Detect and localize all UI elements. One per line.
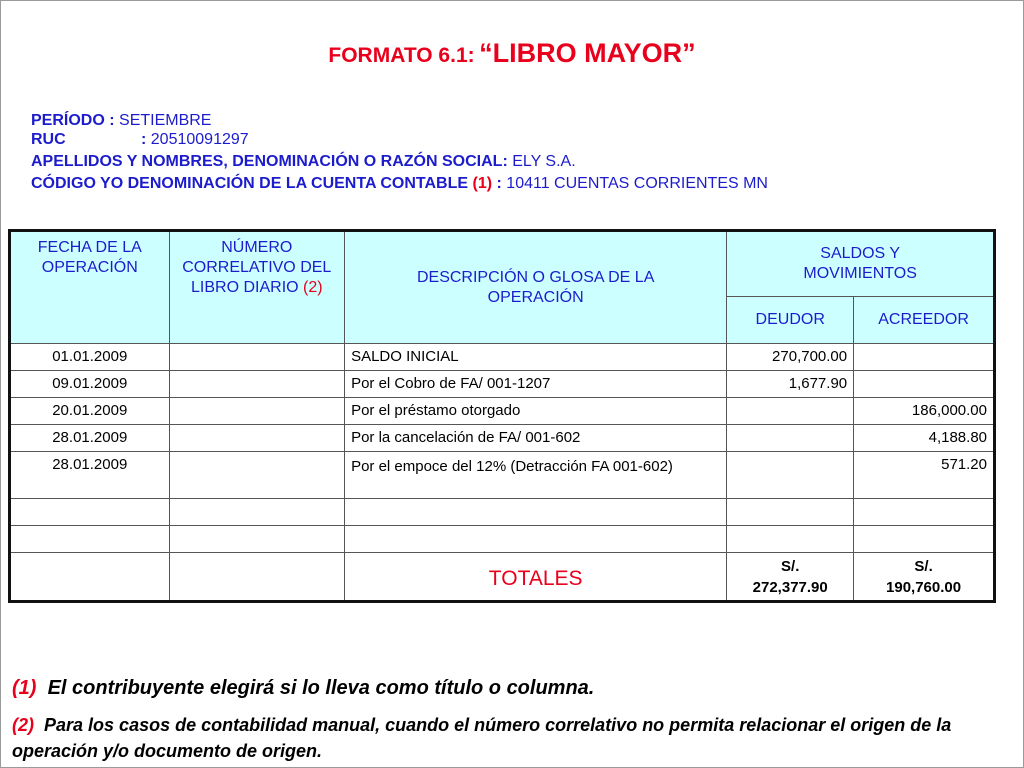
totals-label: TOTALES <box>345 553 727 602</box>
periodo-label: PERÍODO : <box>31 112 115 129</box>
meta-ruc <box>31 131 249 149</box>
footnote-1-ref: (1) <box>12 677 37 699</box>
cell-fecha: 28.01.2009 <box>10 425 170 452</box>
cell-acreedor: 186,000.00 <box>854 398 995 425</box>
footnote-1-text: El contribuyente elegirá si lo lleva como título o columna. <box>47 677 595 699</box>
cell-empty <box>854 526 995 553</box>
cell-acreedor: 4,188.80 <box>854 425 995 452</box>
page-title <box>0 38 1024 69</box>
ruc-value: 20510091297 <box>150 131 249 148</box>
cell-fecha: 20.01.2009 <box>10 398 170 425</box>
cell-acreedor <box>854 371 995 398</box>
cell-numero <box>169 425 345 452</box>
cell-empty <box>169 553 345 602</box>
totals-row <box>10 553 995 602</box>
cuenta-ref: (1) <box>472 175 493 192</box>
total-deudor-value: 272,377.90 <box>752 578 828 596</box>
total-deudor-currency: S/. <box>781 557 800 575</box>
cuenta-colon: : <box>496 175 502 192</box>
table-row <box>10 452 995 499</box>
footnote-2 <box>12 712 1012 764</box>
table-row-empty <box>10 499 995 526</box>
meta-periodo <box>31 112 211 130</box>
cell-empty <box>169 499 345 526</box>
cell-empty <box>10 526 170 553</box>
meta-razon <box>31 153 576 171</box>
table-row-empty <box>10 526 995 553</box>
cell-empty <box>854 499 995 526</box>
cell-deudor <box>727 425 854 452</box>
periodo-value: SETIEMBRE <box>119 112 212 129</box>
header-numero-ref: (2) <box>303 279 323 296</box>
ledger-table <box>8 229 996 603</box>
table-row <box>10 425 995 452</box>
cell-deudor: 270,700.00 <box>727 344 854 371</box>
cell-empty <box>727 526 854 553</box>
cell-descripcion: Por el empoce del 12% (Detracción FA 001-602) <box>345 452 727 499</box>
cell-deudor <box>727 452 854 499</box>
table-row <box>10 371 995 398</box>
header-acreedor: ACREEDOR <box>854 297 995 344</box>
header-numero <box>169 231 345 344</box>
table-row <box>10 398 995 425</box>
cell-empty <box>345 499 727 526</box>
cell-descripcion: Por el préstamo otorgado <box>345 398 727 425</box>
cell-numero <box>169 452 345 499</box>
meta-cuenta <box>31 175 768 193</box>
header-descripcion: DESCRIPCIÓN O GLOSA DE LA OPERACIÓN <box>345 231 727 344</box>
total-deudor <box>727 553 854 602</box>
cell-deudor <box>727 398 854 425</box>
total-acreedor <box>854 553 995 602</box>
cell-descripcion: Por el Cobro de FA/ 001-1207 <box>345 371 727 398</box>
cell-numero <box>169 344 345 371</box>
title-main: “LIBRO MAYOR” <box>479 38 696 68</box>
cell-descripcion: SALDO INICIAL <box>345 344 727 371</box>
razon-value: ELY S.A. <box>512 153 576 170</box>
razon-label: APELLIDOS Y NOMBRES, DENOMINACIÓN O RAZÓN SOCIAL: <box>31 153 508 170</box>
cell-empty <box>10 553 170 602</box>
cell-empty <box>10 499 170 526</box>
ruc-label: RUC <box>31 131 66 148</box>
header-fecha: FECHA DE LA OPERACIÓN <box>10 231 170 344</box>
cuenta-label: CÓDIGO YO DENOMINACIÓN DE LA CUENTA CONTABLE <box>31 175 469 192</box>
cell-acreedor: 571.20 <box>854 452 995 499</box>
cell-empty <box>727 499 854 526</box>
header-numero-text: NÚMERO CORRELATIVO DEL LIBRO DIARIO <box>182 239 332 296</box>
cuenta-value: 10411 CUENTAS CORRIENTES MN <box>506 175 768 192</box>
cell-fecha: 28.01.2009 <box>10 452 170 499</box>
cell-acreedor <box>854 344 995 371</box>
title-prefix: FORMATO 6.1: <box>328 44 475 67</box>
cell-fecha: 01.01.2009 <box>10 344 170 371</box>
header-deudor: DEUDOR <box>727 297 854 344</box>
total-acreedor-currency: S/. <box>914 557 933 575</box>
cell-fecha: 09.01.2009 <box>10 371 170 398</box>
total-acreedor-value: 190,760.00 <box>886 578 962 596</box>
cell-empty <box>345 526 727 553</box>
footnote-2-text: Para los casos de contabilidad manual, cuando el número correlativo no permita relacionar el origen de la operación y/o documento de origen. <box>12 715 952 761</box>
footnote-2-ref: (2) <box>12 715 34 735</box>
cell-numero <box>169 371 345 398</box>
cell-descripcion: Por la cancelación de FA/ 001-602 <box>345 425 727 452</box>
cell-numero <box>169 398 345 425</box>
cell-empty <box>169 526 345 553</box>
footnote-1 <box>12 677 594 700</box>
header-saldos: SALDOS Y MOVIMIENTOS <box>727 231 995 297</box>
table-row <box>10 344 995 371</box>
ruc-colon: : <box>141 131 147 148</box>
cell-deudor: 1,677.90 <box>727 371 854 398</box>
